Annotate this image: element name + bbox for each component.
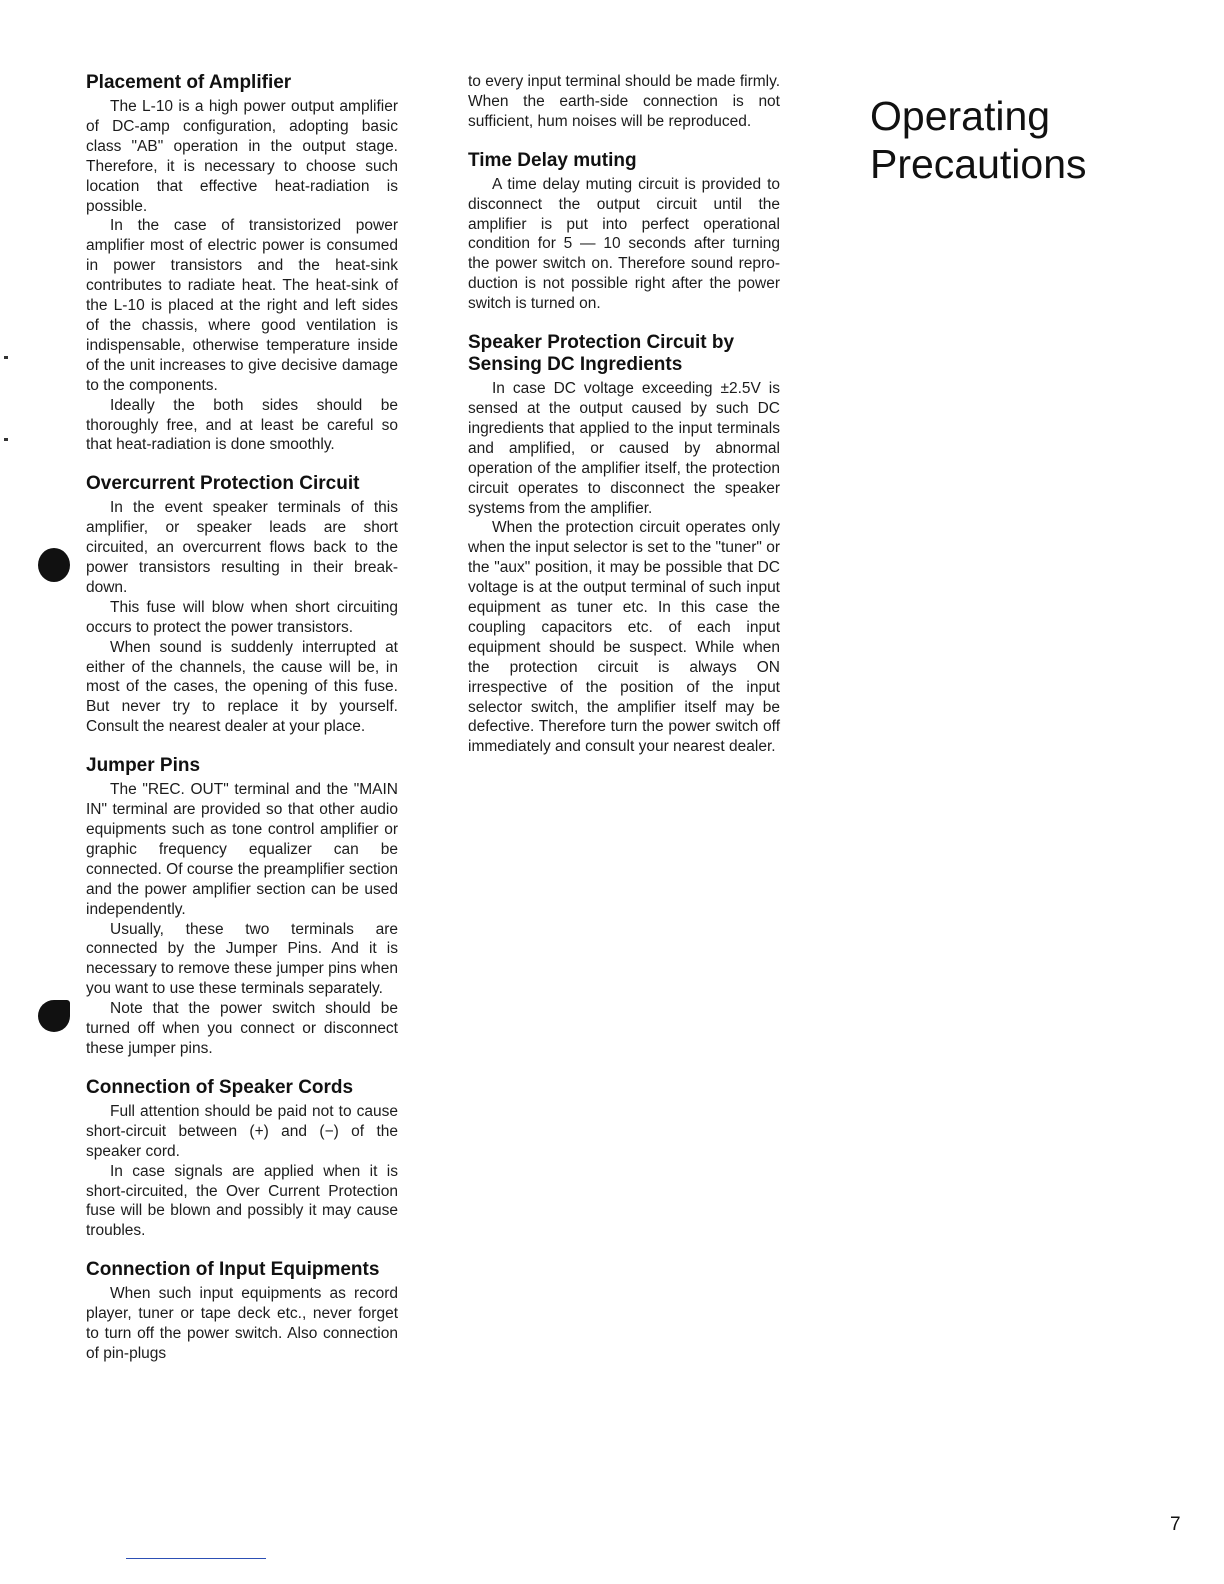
left-column — [86, 72, 398, 1382]
page-title-line1: Operating — [870, 93, 1051, 139]
heading-speaker-cords: Connection of Speaker Cords — [86, 1076, 354, 1098]
heading-input-equipments: Connection of Input Equipments — [86, 1259, 380, 1281]
paragraph: In the event speaker terminals of this amplifier, or speaker leads are short circuited, an overcurrent flows back to the power transistors resulting in their break-down. — [86, 499, 398, 596]
paragraph: When the protection circuit operates only when the input selector is set to the "tuner" or the "aux" position, it may be possible that DC voltage is at the output terminal of such input equipment as tuner etc. In this case the coupling capacitors etc. of each input equipment should be suspect. While when the protection circuit is always ON irrespective of the position of the input selector switch, the amplifier itself may be defective. Therefore turn the power switch off immediately and consult your nearest dealer. — [468, 519, 780, 756]
paragraph: In the case of transistorized power amplifier most of electric power is consumed in power transistors and the heat-sink contributes to radiate heat. The heat-sink of the L-10 is placed at the right and left sides of the chassis, where good ventilation is indispensable, otherwise temperature inside of the unit increases to give decisive damage to the components. — [86, 217, 398, 394]
binder-hole — [38, 548, 70, 582]
page-title-line2: Precautions — [870, 141, 1087, 187]
paragraph: In case signals are applied when it is short-circuited, the Over Current Protection fuse will be blown and possibly it may cause troubles. — [86, 1162, 398, 1240]
paragraph: In case DC voltage exceeding ±2.5V is sensed at the output caused by such DC ingredients that applied to the input terminals and amplified, or caused by abnormal operation of the amplifier itself, the protection circuit operates to disconnect the speaker systems from the amplifier. — [468, 380, 780, 517]
heading-time-delay: Time Delay muting — [468, 149, 637, 171]
paragraph: Full attention should be paid not to cause short-circuit between (+) and (−) of the speaker cord. — [86, 1102, 398, 1160]
section-jumper-pins — [86, 755, 398, 1059]
heading-jumper-pins: Jumper Pins — [86, 755, 201, 777]
section-input-equipments-continued — [468, 72, 780, 132]
paragraph: The L-10 is a high power output amplifier of DC-amp configuration, adopting basic class "AB" operation in the output stage. Therefore, it is necessary to choose such location that effective heat-radiation is possible. — [86, 98, 398, 215]
section-speaker-protection — [468, 332, 780, 757]
page-number: 7 — [1170, 1514, 1181, 1535]
paragraph: Ideally the both sides should be thoroughly free, and at least be careful so that heat-radiation is done smoothly. — [86, 396, 398, 454]
paragraph: When such input equipments as record player, tuner or tape deck etc., never forget to turn off the power switch. Also connection of pin-plugs — [86, 1285, 398, 1362]
paragraph: A time delay muting circuit is provided to disconnect the output circuit until the amplifier is put into perfect operational condition for 5 — 10 seconds after turning the power switch on. Therefore sound reproduction is not possible right after the power switch is turned on. — [468, 175, 780, 313]
footer-rule — [126, 1558, 266, 1559]
section-overcurrent — [86, 473, 398, 737]
page-title — [870, 92, 1087, 188]
paragraph: The "REC. OUT" terminal and the "MAIN IN" terminal are provided so that other audio equipments such as tone control amplifier or graphic frequency equalizer can be connected. Of course the preamplifier section and the power amplifier section can be used independently. — [86, 781, 398, 918]
section-placement — [86, 72, 398, 455]
paragraph: Note that the power switch should be turned off when you connect or disconnect these jumper pins. — [86, 1000, 398, 1057]
heading-placement: Placement of Amplifier — [86, 72, 292, 93]
heading-speaker-protection: Speaker Protection Circuit by Sensing DC Ingredients — [468, 332, 735, 376]
heading-overcurrent: Overcurrent Protection Circuit — [86, 473, 360, 495]
section-speaker-cords — [86, 1077, 398, 1241]
paragraph: Usually, these two terminals are connected by the Jumper Pins. And it is necessary to remove these jumper pins when you want to use these terminals separately. — [86, 920, 398, 998]
section-time-delay — [468, 150, 780, 314]
paragraph: to every input terminal should be made firmly. When the earth-side connection is not sufficient, hum noises will be reproduced. — [468, 73, 780, 130]
paragraph: When sound is suddenly interrupted at either of the channels, the cause will be, in most of the cases, the opening of this fuse. But never try to replace it by yourself. Consult the nearest dealer at your place. — [86, 638, 398, 736]
paragraph: This fuse will blow when short circuiting occurs to protect the power transistors. — [86, 598, 398, 636]
scan-mark — [4, 438, 8, 441]
middle-column — [468, 72, 780, 775]
section-input-equipments — [86, 1259, 398, 1364]
scan-mark — [4, 356, 8, 359]
binder-hole — [38, 1000, 70, 1032]
